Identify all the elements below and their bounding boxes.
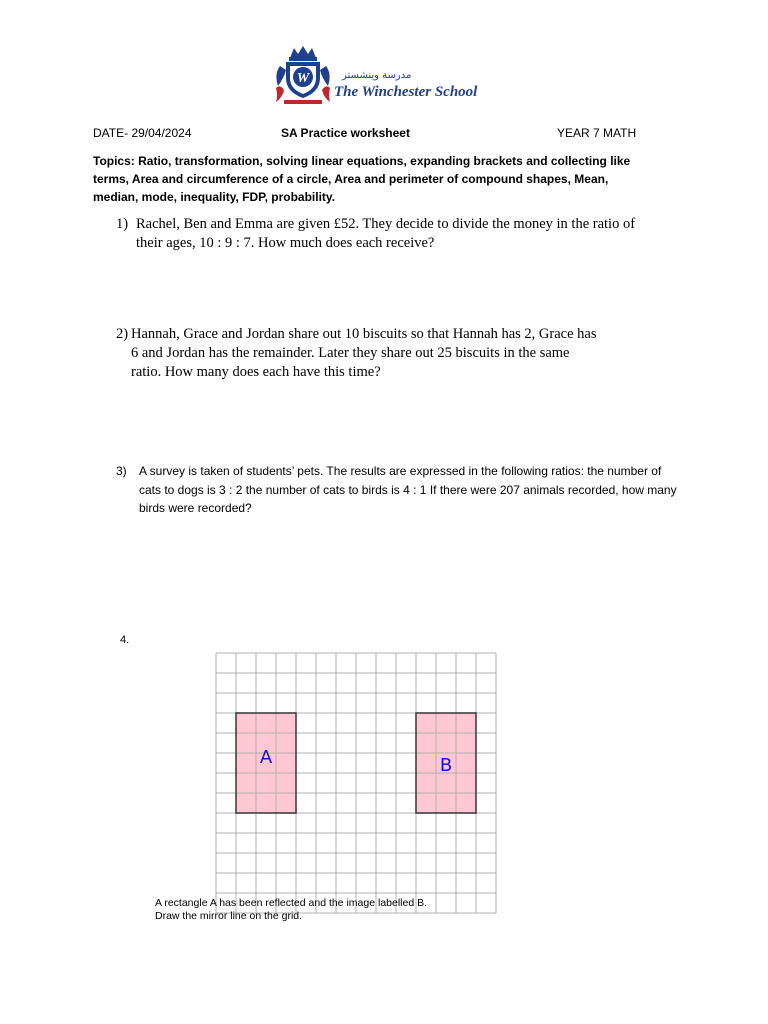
worksheet-date: DATE- 29/04/2024 — [93, 126, 192, 140]
question-text: A survey is taken of students’ pets. The results are expressed in the following ratios: the number of cats to dogs is 3 : 2 the number of cats to birds is 4 : 1 If there were 207 animals recorded, how many birds were recorded? — [139, 464, 677, 515]
question-text: Hannah, Grace and Jordan share out 10 biscuits so that Hannah has 2, Grace has 6 and Jordan has the remainder. Later they share out 25 biscuits in the same ratio. How many does each have this time? — [131, 326, 597, 380]
caption-line-2: Draw the mirror line on the grid. — [155, 909, 303, 922]
question-number: 1) — [116, 216, 129, 232]
reflection-grid[interactable] — [215, 652, 497, 914]
topics-list: Topics: Ratio, transformation, solving linear equations, expanding brackets and collecting like terms, Area and circumference of a circle, Area and perimeter of compound shapes, Mean, median, mode, inequality, FDP, probability. — [93, 154, 631, 204]
question-text: Rachel, Ben and Emma are given £52. They decide to divide the money in the ratio of their ages, 10 : 9 : 7. How much does each receive? — [136, 216, 636, 251]
svg-text:W: W — [296, 71, 310, 86]
school-logo — [272, 44, 502, 106]
worksheet-title: SA Practice worksheet — [281, 126, 410, 140]
school-name-arabic: مدرسة وينشستر — [342, 70, 412, 81]
year-group: YEAR 7 MATH — [557, 126, 637, 140]
rectangle-b-label: B — [439, 755, 453, 776]
question-4-number: 4. — [120, 634, 130, 646]
question-4-caption — [155, 897, 555, 922]
question-number: 2) — [116, 326, 129, 342]
school-name: The Winchester School — [334, 84, 478, 100]
caption-line-1: A rectangle A has been reflected and the image labelled B. — [155, 897, 428, 909]
question-number: 3) — [116, 464, 127, 478]
rectangle-a-label: A — [259, 747, 273, 768]
school-crest-icon — [272, 44, 334, 106]
